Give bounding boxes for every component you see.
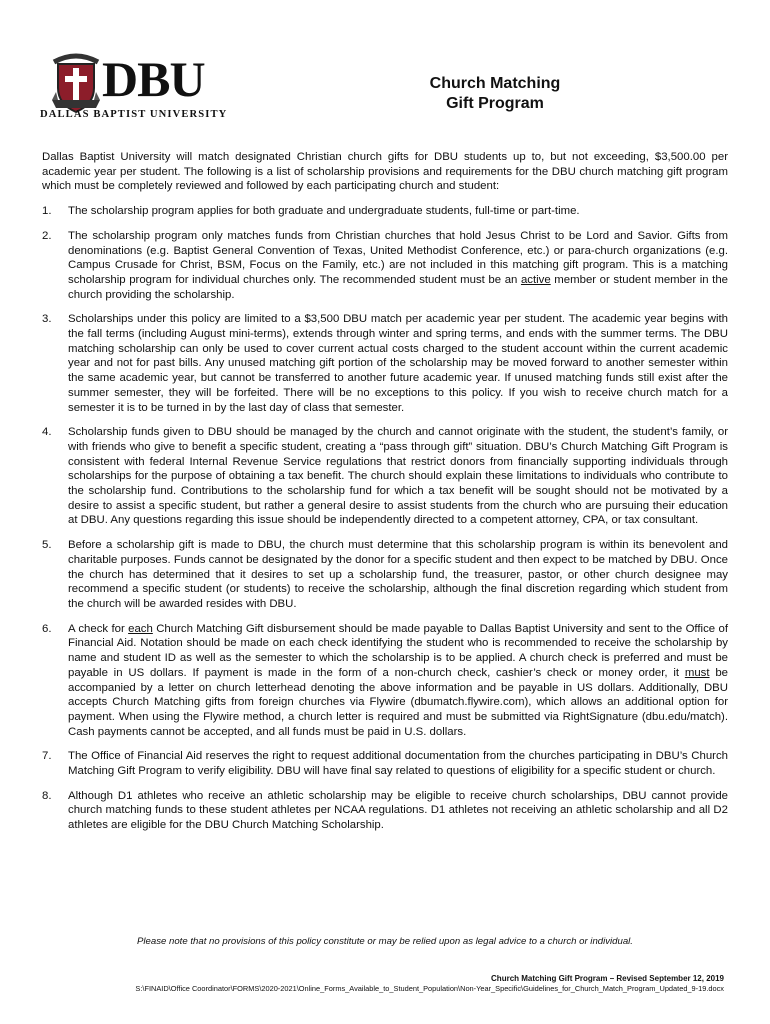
provision-item-4: [42, 425, 728, 528]
title-line-1: Church Matching: [429, 75, 561, 92]
provision-item-5: [42, 538, 728, 612]
item-text-cont-2: be accompanied by a letter on church letterhead denoting the above information and be payable in US dollars. Additionally, DBU accepts Church Matching gifts from foreign churches via Flywire (dbumatch.flywire.com), which allows an additional option for payment. When using the Flywire method, a church letter is required and must be submitted via RightSignature (dbu.edu/match). Cash payments cannot be accepted, and all funds must be paid in U.S. dollars.: [68, 666, 728, 738]
item-text: Although D1 athletes who receive an athletic scholarship may be eligible to receive church scholarships, DBU cannot provide church matching funds to these student athletes per NCAA regulations. D1 athletes not receiving an athletic scholarship and all D2 athletes are eligible for the DBU Church Matching Scholarship.: [68, 789, 728, 832]
item-text: Scholarships under this policy are limited to a $3,500 DBU match per academic year per student. The academic year begins with the fall terms (including August mini-terms), extends through winter and spring terms, and ends with the summer terms. The DBU matching scholarship can only be used to cover current actual costs charged to the student account within the current academic year and not for past bills. Any unused matching gift portion of the scholarship may be moved forward to another semester within the same academic year, but cannot be transferred to another future academic year. If unused matching funds still exist after the summer semester, they will be forfeited. There will be no exceptions to this policy. If you wish to receive church match for a semester it is to be turned in by the last day of class that semester.: [68, 313, 728, 414]
item-text-cont: Church Matching Gift disbursement should be made payable to Dallas Baptist University and sent to the Office of Financial Aid. Notation should be made on each check identifying the student who is recommended to receive the scholarship by name and student ID as well as the semester to which the scholarship is to be applied. A church check is preferred and must be payable in US dollars. If payment is made in the form of a non-church check, cashier’s check or money order, it: [68, 622, 728, 679]
provision-item-1: [42, 204, 728, 219]
underlined-text-2: must: [684, 666, 710, 679]
title-line-2: Gift Program: [446, 95, 544, 112]
provisions-list: [42, 204, 728, 833]
footer-title: Church Matching Gift Program – Revised September 12, 2019: [491, 974, 724, 983]
item-number: 2.: [42, 229, 52, 242]
dbu-logo: [40, 48, 290, 126]
provision-item-8: [42, 789, 728, 833]
item-text: Scholarship funds given to DBU should be managed by the church and cannot originate with the student, the student’s family, or with friends who give to benefit a specific student, creating a “pass through gift” situation. DBU’s Church Matching Gift Program is consistent with federal Internal Revenue Service regulations that restrict donors from financially supporting individuals through scholarships for the purpose of obtaining a tax benefit. The church should explain these limitations to individuals who contribute to the scholarship fund. Contributions to the scholarship fund for which a tax benefit will be sought should not be motivated by a desire to assist a specific student, but rather a general desire to assist students from the church who are pursuing their education at DBU. Any questions regarding this issue should be independently directed to a competent attorney, CPA, or tax consultant.: [68, 426, 728, 527]
item-number: 7.: [42, 750, 52, 763]
legal-disclaimer-note: Please note that no provisions of this policy constitute or may be relied upon as legal advice to a church or individual.: [137, 936, 633, 947]
item-number: 8.: [42, 789, 52, 802]
intro-paragraph: Dallas Baptist University will match designated Christian church gifts for DBU students up to, but not exceeding, $3,500.00 per academic year per student. The following is a list of scholarship provisions and requirements for the DBU church matching gift program which must be completely reviewed and followed by each participating church and student:: [42, 151, 728, 193]
logo-university-name: DALLAS BAPTIST UNIVERSITY: [40, 109, 228, 120]
item-text: The scholarship program only matches funds from Christian churches that hold Jesus Christ to be Lord and Savior. Gifts from denominations (e.g. Baptist General Convention of Texas, United Methodist Conference, etc.) or para-church organizations (e.g. Campus Crusade for Christ, BSM, Focus on the Family, etc.) are not included in this matching gift program. This is a matching scholarship program for individual churches only. The recommended student must be an: [68, 229, 728, 286]
item-number: 4.: [42, 426, 52, 439]
item-text: The scholarship program applies for both graduate and undergraduate students, full-time or part-time.: [68, 205, 580, 218]
dbu-crest-icon: [50, 48, 102, 114]
page-footer: [124, 974, 724, 994]
provision-item-3: [42, 312, 728, 415]
item-text: Before a scholarship gift is made to DBU, the church must determine that this scholarship program is within its benevolent and charitable purposes. Funds cannot be designated by the donor for a specific student and then expect to be matched by DBU. Once the church has determined that it desires to set up a scholarship fund, the treasurer, pastor, or other church designee may recommend a specific student (or students) to receive the scholarship, although the final discretion regarding which student from the church will be awarded resides with DBU.: [68, 539, 728, 610]
footer-file-path: S:\FINAID\Office Coordinator\FORMS\2020-2021\Online_Forms_Available_to_Student_Population\Non-Year_Specific\Guidelines_for_Church_Match_Program_Updated_9-19.docx: [135, 984, 724, 993]
underlined-text: active: [520, 273, 551, 286]
page-title: [400, 74, 590, 114]
item-number: 5.: [42, 539, 52, 552]
document-body: [42, 150, 728, 843]
underlined-text: each: [128, 622, 153, 635]
provision-item-6: [42, 622, 728, 740]
item-text: The Office of Financial Aid reserves the right to request additional documentation from the churches participating in DBU’s Church Matching Gift Program to verify eligibility. DBU will have final say related to questions of eligibility for a specific student or church.: [68, 750, 728, 778]
logo-wordmark: DBU: [102, 51, 205, 107]
item-text-cont: member or student member in the church providing the scholarship.: [68, 273, 729, 301]
item-number: 6.: [42, 622, 52, 635]
item-number: 3.: [42, 313, 52, 326]
provision-item-7: [42, 749, 728, 778]
item-number: 1.: [42, 205, 52, 218]
item-text: A check for: [68, 622, 129, 635]
provision-item-2: [42, 229, 728, 303]
